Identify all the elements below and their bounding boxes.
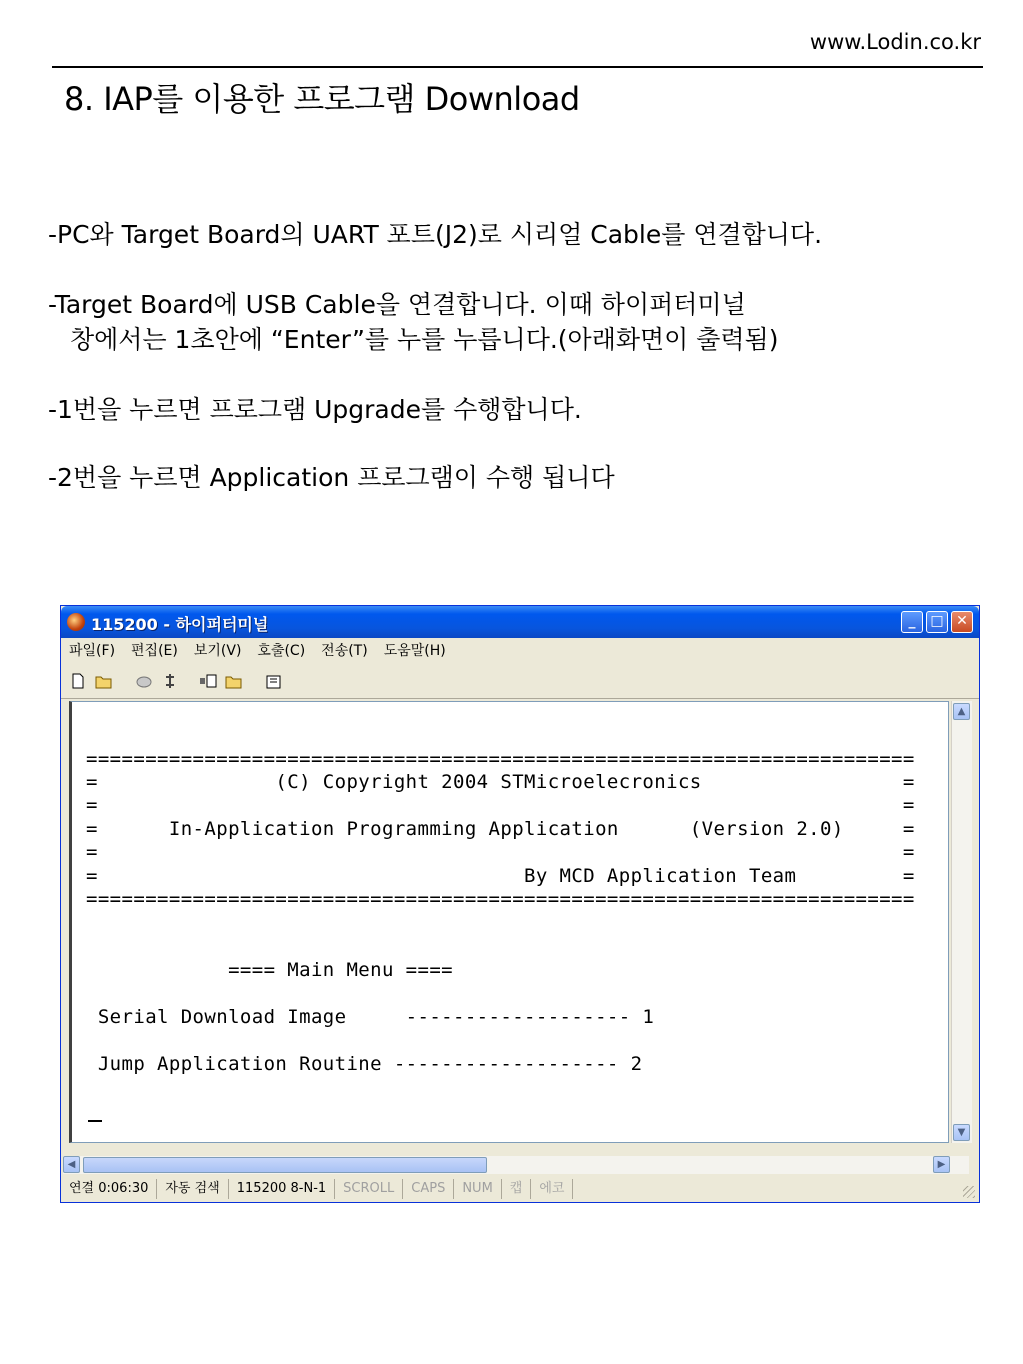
- site-url: www.Lodin.co.kr: [809, 30, 981, 54]
- terminal-line: = In-Application Programming Application (Version 2.0) =: [86, 818, 915, 840]
- status-num: NUM: [454, 1179, 501, 1199]
- receive-icon[interactable]: [225, 673, 243, 689]
- horizontal-scroll-thumb[interactable]: [83, 1157, 487, 1173]
- instruction-line-4: -1번을 누르면 프로그램 Upgrade를 수행합니다.: [48, 395, 582, 424]
- open-folder-icon[interactable]: [95, 673, 113, 689]
- page-title: 8. IAP를 이용한 프로그램 Download: [64, 80, 580, 118]
- menu-edit[interactable]: 편집(E): [131, 643, 178, 659]
- connect-icon[interactable]: [135, 673, 153, 689]
- disconnect-icon[interactable]: [161, 673, 179, 689]
- vertical-scrollbar[interactable]: [951, 701, 972, 1143]
- header-rule: [52, 66, 983, 68]
- instruction-line-2: -Target Board에 USB Cable을 연결합니다. 이때 하이퍼터미널: [48, 290, 746, 319]
- instruction-line-5: -2번을 누르면 Application 프로그램이 수행 됩니다: [48, 463, 615, 492]
- status-echo: 에코: [531, 1179, 573, 1199]
- menu-call[interactable]: 호출(C): [257, 643, 306, 659]
- instruction-line-3: 창에서는 1초안에 “Enter”를 누를 누릅니다.(아래화면이 출력됨): [70, 325, 779, 354]
- menu-bar: [61, 638, 979, 662]
- terminal-line: = =: [86, 841, 915, 863]
- status-auto-detect: 자동 검색: [157, 1179, 228, 1199]
- terminal-main-menu-heading: ==== Main Menu ====: [86, 959, 454, 981]
- resize-grip-icon[interactable]: [963, 1186, 975, 1198]
- terminal-line: = By MCD Application Team =: [86, 865, 915, 887]
- hyperterminal-window: [60, 605, 980, 1203]
- scroll-up-arrow-icon[interactable]: ▲: [953, 703, 970, 720]
- status-port-settings: 115200 8-N-1: [229, 1179, 335, 1199]
- status-connection-time: 연결 0:06:30: [61, 1179, 157, 1199]
- send-icon[interactable]: [199, 673, 217, 689]
- close-button[interactable]: ✕: [951, 611, 973, 633]
- menu-view[interactable]: 보기(V): [193, 643, 242, 659]
- status-bar: [61, 1176, 979, 1202]
- minimize-button[interactable]: _: [901, 611, 923, 633]
- terminal-line: = (C) Copyright 2004 STMicroelecronics =: [86, 771, 915, 793]
- properties-icon[interactable]: [265, 673, 283, 689]
- terminal-screen[interactable]: [69, 701, 949, 1143]
- scroll-down-arrow-icon[interactable]: ▼: [953, 1124, 970, 1141]
- terminal-line: ======================================================================: [86, 888, 915, 910]
- terminal-line: ======================================================================: [86, 748, 915, 770]
- scroll-left-arrow-icon[interactable]: ◀: [63, 1156, 80, 1173]
- horizontal-scrollbar[interactable]: [63, 1156, 969, 1174]
- menu-help[interactable]: 도움말(H): [383, 643, 446, 659]
- maximize-button[interactable]: □: [926, 611, 948, 633]
- terminal-menu-option-2: Jump Application Routine ------------------- 2: [86, 1053, 643, 1075]
- terminal-menu-option-1: Serial Download Image ------------------- 1: [86, 1006, 655, 1028]
- terminal-cursor: [88, 1120, 102, 1122]
- menu-transfer[interactable]: 전송(T): [321, 643, 368, 659]
- toolbar: [61, 664, 979, 699]
- instruction-line-1: -PC와 Target Board의 UART 포트(J2)로 시리얼 Cable를 연결합니다.: [48, 220, 823, 249]
- status-capture: 캡: [502, 1179, 532, 1199]
- window-title: 115200 - 하이퍼터미널: [91, 615, 269, 634]
- menu-file[interactable]: 파일(F): [69, 643, 116, 659]
- window-titlebar[interactable]: [61, 606, 979, 638]
- scroll-right-arrow-icon[interactable]: ▶: [933, 1156, 950, 1173]
- hyperterminal-app-icon[interactable]: [67, 613, 85, 631]
- terminal-line: = =: [86, 794, 915, 816]
- status-caps: CAPS: [403, 1179, 454, 1199]
- new-document-icon[interactable]: [69, 673, 87, 689]
- status-scroll: SCROLL: [335, 1179, 403, 1199]
